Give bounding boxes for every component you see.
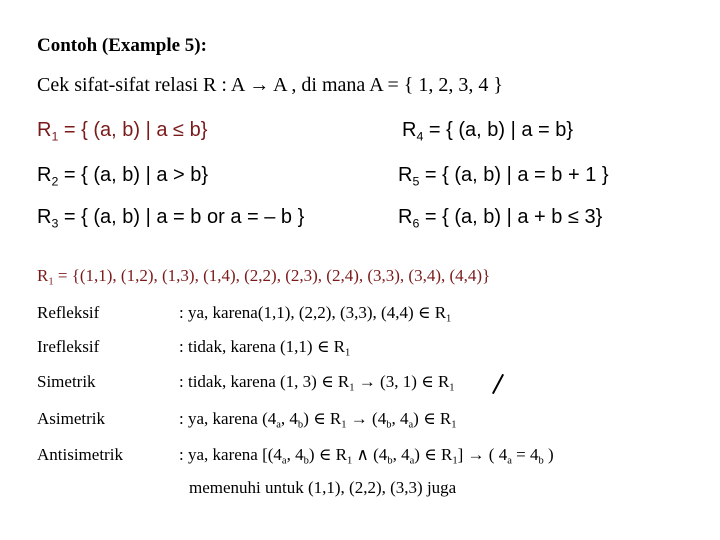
page-title: Contoh (Example 5):	[37, 35, 207, 56]
relation-r3: $R_3$ = { (a, b) | a = b or a = – b }	[37, 206, 305, 231]
property-label-irefleksif: Irefleksif	[37, 337, 100, 356]
relation-r5: $R_5$ = { (a, b) | a = b + 1 }	[398, 164, 609, 189]
intro-text: Cek sifat-sifat relasi R : A → A , di mana A = { 1, 2, 3, 4 }	[37, 74, 504, 96]
property-value-asimetrik: : ya, karena ($4_a$, $4_b$) ∈ $R_1 \to (4_b$, $4_a$) ∈ $R_1$	[179, 409, 457, 431]
not-element-slash	[492, 374, 504, 394]
property-value-refleksif: : ya, karena(1,1), (2,2), (3,3), (4,4) ∈ $R_1$	[179, 303, 452, 325]
relation-r1: $R_1$ = { (a, b) | a ≤ b}	[37, 119, 208, 144]
relation-r2: $R_2$ = { (a, b) | a > b}	[37, 164, 209, 189]
property-value-irefleksif: : tidak, karena (1,1) ∈ $R_1$	[179, 337, 351, 359]
footer-note: memenuhi untuk (1,1), (2,2), (3,3) juga	[189, 478, 457, 497]
property-label-simetrik: Simetrik	[37, 372, 96, 391]
property-value-simetrik: : tidak, karena (1, 3) ∈ $R_1 \to (3$, 1) ∈ $R_1$	[179, 372, 455, 394]
property-label-antisimetrik: Antisimetrik	[37, 445, 123, 464]
relation-r6: $R_6$ = { (a, b) | a + b ≤ 3}	[398, 206, 603, 231]
property-value-antisimetrik: : ya, karena [($4_a$, $4_b$) ∈ $R_1$ ∧ ($4_b$, $4_a$) ∈ $R_1$] → ( $4_a = 4_b$ )	[179, 445, 554, 467]
property-label-asimetrik: Asimetrik	[37, 409, 105, 428]
r1-set: $R_1 = \{(1,1)$, (1,2), (1,3), (1,4), (2,2), (2,3), (2,4), (3,3), (3,4), (4,4)}	[37, 266, 491, 288]
property-label-refleksif: Refleksif	[37, 303, 100, 322]
relation-r4: $R_4$ = { (a, b) | a = b}	[402, 119, 574, 144]
